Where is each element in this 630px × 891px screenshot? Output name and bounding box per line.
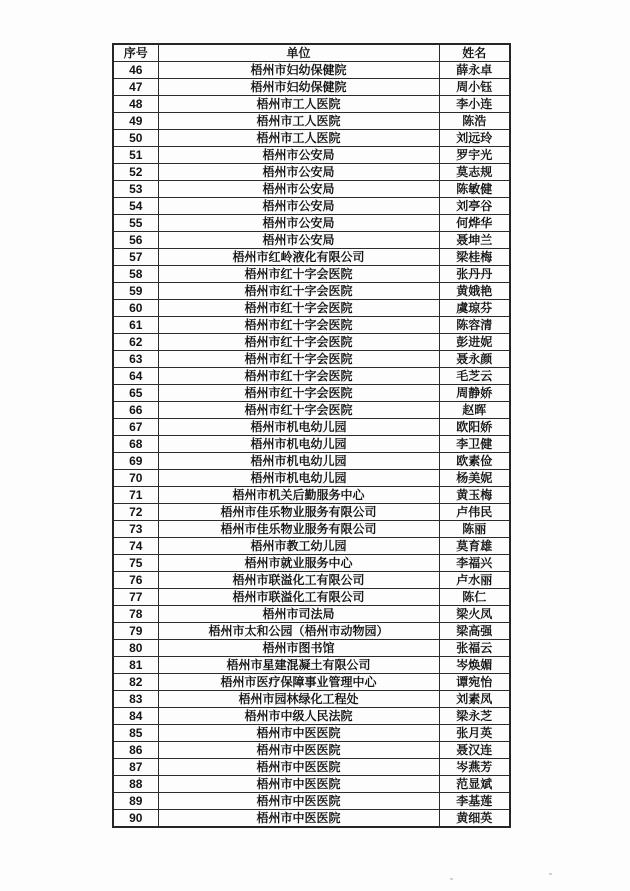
cell-unit: 梧州市红十字会医院 <box>158 368 439 385</box>
table-row <box>113 385 510 402</box>
cell-no: 75 <box>113 555 158 572</box>
cell-name: 陈容清 <box>439 317 510 334</box>
cell-name: 欧阳娇 <box>439 419 510 436</box>
table-row <box>113 215 510 232</box>
cell-no: 62 <box>113 334 158 351</box>
cell-unit: 梧州市公安局 <box>158 164 439 181</box>
cell-unit: 梧州市公安局 <box>158 232 439 249</box>
cell-no: 76 <box>113 572 158 589</box>
cell-name: 梁火凤 <box>439 606 510 623</box>
table-row <box>113 79 510 96</box>
cell-unit: 梧州市红十字会医院 <box>158 266 439 283</box>
table-row <box>113 776 510 793</box>
table-row <box>113 96 510 113</box>
cell-unit: 梧州市图书馆 <box>158 640 439 657</box>
table-row <box>113 521 510 538</box>
column-header-index: 序号 <box>113 44 158 62</box>
table-row <box>113 555 510 572</box>
column-header-unit: 单位 <box>158 44 439 62</box>
cell-unit: 梧州市佳乐物业服务有限公司 <box>158 504 439 521</box>
cell-no: 56 <box>113 232 158 249</box>
cell-no: 48 <box>113 96 158 113</box>
cell-unit: 梧州市红岭液化有限公司 <box>158 249 439 266</box>
cell-unit: 梧州市工人医院 <box>158 96 439 113</box>
table-row <box>113 640 510 657</box>
cell-unit: 梧州市机电幼儿园 <box>158 453 439 470</box>
cell-unit: 梧州市红十字会医院 <box>158 317 439 334</box>
table-row <box>113 368 510 385</box>
cell-name: 岑燕芳 <box>439 759 510 776</box>
cell-name: 李基莲 <box>439 793 510 810</box>
table-row <box>113 334 510 351</box>
table-row <box>113 198 510 215</box>
cell-name: 黄细英 <box>439 810 510 828</box>
cell-name: 何烨华 <box>439 215 510 232</box>
cell-unit: 梧州市中医医院 <box>158 759 439 776</box>
cell-unit: 梧州市妇幼保健院 <box>158 62 439 79</box>
table-row <box>113 487 510 504</box>
cell-name: 李小连 <box>439 96 510 113</box>
table-row <box>113 589 510 606</box>
cell-no: 82 <box>113 674 158 691</box>
cell-no: 78 <box>113 606 158 623</box>
cell-name: 杨美妮 <box>439 470 510 487</box>
cell-name: 卢伟民 <box>439 504 510 521</box>
cell-no: 84 <box>113 708 158 725</box>
table-row <box>113 810 510 828</box>
cell-unit: 梧州市公安局 <box>158 198 439 215</box>
cell-name: 莫志规 <box>439 164 510 181</box>
cell-no: 88 <box>113 776 158 793</box>
table-row <box>113 453 510 470</box>
cell-name: 聂坤兰 <box>439 232 510 249</box>
table-row <box>113 742 510 759</box>
cell-no: 86 <box>113 742 158 759</box>
cell-no: 61 <box>113 317 158 334</box>
cell-name: 陈浩 <box>439 113 510 130</box>
cell-name: 虞琼芬 <box>439 300 510 317</box>
table-row <box>113 266 510 283</box>
cell-name: 刘亭谷 <box>439 198 510 215</box>
cell-no: 57 <box>113 249 158 266</box>
cell-unit: 梧州市星建混凝土有限公司 <box>158 657 439 674</box>
cell-no: 80 <box>113 640 158 657</box>
cell-unit: 梧州市红十字会医院 <box>158 385 439 402</box>
cell-unit: 梧州市司法局 <box>158 606 439 623</box>
cell-unit: 梧州市红十字会医院 <box>158 283 439 300</box>
cell-no: 72 <box>113 504 158 521</box>
table-row <box>113 708 510 725</box>
roster-table <box>112 43 511 828</box>
table-row <box>113 147 510 164</box>
cell-name: 黄玉梅 <box>439 487 510 504</box>
cell-no: 83 <box>113 691 158 708</box>
cell-unit: 梧州市教工幼儿园 <box>158 538 439 555</box>
header-row <box>113 44 510 62</box>
cell-no: 67 <box>113 419 158 436</box>
cell-no: 73 <box>113 521 158 538</box>
cell-unit: 梧州市机关后勤服务中心 <box>158 487 439 504</box>
cell-name: 刘素凤 <box>439 691 510 708</box>
cell-no: 71 <box>113 487 158 504</box>
cell-unit: 梧州市中医医院 <box>158 810 439 828</box>
table-row <box>113 436 510 453</box>
table-row <box>113 181 510 198</box>
cell-unit: 梧州市公安局 <box>158 215 439 232</box>
table-row <box>113 283 510 300</box>
cell-unit: 梧州市联溢化工有限公司 <box>158 572 439 589</box>
cell-unit: 梧州市中医医院 <box>158 793 439 810</box>
cell-name: 莫育雄 <box>439 538 510 555</box>
cell-no: 53 <box>113 181 158 198</box>
table-row <box>113 674 510 691</box>
table-row <box>113 113 510 130</box>
cell-no: 89 <box>113 793 158 810</box>
cell-name: 张丹丹 <box>439 266 510 283</box>
cell-name: 周静娇 <box>439 385 510 402</box>
table-row <box>113 606 510 623</box>
cell-unit: 梧州市中级人民法院 <box>158 708 439 725</box>
cell-unit: 梧州市联溢化工有限公司 <box>158 589 439 606</box>
cell-unit: 梧州市红十字会医院 <box>158 402 439 419</box>
cell-unit: 梧州市红十字会医院 <box>158 351 439 368</box>
cell-no: 85 <box>113 725 158 742</box>
cell-name: 欧素俭 <box>439 453 510 470</box>
cell-no: 66 <box>113 402 158 419</box>
cell-name: 张福云 <box>439 640 510 657</box>
cell-no: 68 <box>113 436 158 453</box>
table-row <box>113 623 510 640</box>
table-row <box>113 538 510 555</box>
cell-name: 赵晖 <box>439 402 510 419</box>
cell-no: 54 <box>113 198 158 215</box>
table-row <box>113 62 510 79</box>
table-row <box>113 793 510 810</box>
cell-unit: 梧州市中医医院 <box>158 725 439 742</box>
cell-name: 谭宛怡 <box>439 674 510 691</box>
scan-speck <box>450 878 453 880</box>
cell-name: 梁桂梅 <box>439 249 510 266</box>
cell-name: 聂永颜 <box>439 351 510 368</box>
cell-no: 65 <box>113 385 158 402</box>
cell-name: 李福兴 <box>439 555 510 572</box>
cell-name: 卢水丽 <box>439 572 510 589</box>
cell-unit: 梧州市公安局 <box>158 147 439 164</box>
table-row <box>113 300 510 317</box>
cell-name: 聂汉连 <box>439 742 510 759</box>
cell-unit: 梧州市妇幼保健院 <box>158 79 439 96</box>
cell-unit: 梧州市红十字会医院 <box>158 334 439 351</box>
cell-unit: 梧州市佳乐物业服务有限公司 <box>158 521 439 538</box>
cell-no: 87 <box>113 759 158 776</box>
table-row <box>113 232 510 249</box>
scan-speck <box>549 873 552 875</box>
cell-no: 58 <box>113 266 158 283</box>
cell-unit: 梧州市工人医院 <box>158 113 439 130</box>
cell-unit: 梧州市就业服务中心 <box>158 555 439 572</box>
table-row <box>113 130 510 147</box>
cell-unit: 梧州市太和公园（梧州市动物园） <box>158 623 439 640</box>
table-row <box>113 572 510 589</box>
cell-no: 63 <box>113 351 158 368</box>
cell-name: 薛永卓 <box>439 62 510 79</box>
table-row <box>113 164 510 181</box>
cell-no: 52 <box>113 164 158 181</box>
cell-name: 毛芝云 <box>439 368 510 385</box>
column-header-name: 姓名 <box>439 44 510 62</box>
cell-name: 范显斌 <box>439 776 510 793</box>
cell-name: 李卫健 <box>439 436 510 453</box>
table-row <box>113 759 510 776</box>
table-row <box>113 691 510 708</box>
cell-name: 刘远玲 <box>439 130 510 147</box>
cell-name: 黄娥艳 <box>439 283 510 300</box>
table-body <box>113 62 510 828</box>
cell-name: 陈敏健 <box>439 181 510 198</box>
table-row <box>113 725 510 742</box>
table-row <box>113 470 510 487</box>
cell-unit: 梧州市红十字会医院 <box>158 300 439 317</box>
cell-no: 49 <box>113 113 158 130</box>
cell-unit: 梧州市中医医院 <box>158 776 439 793</box>
cell-no: 77 <box>113 589 158 606</box>
cell-name: 梁永芝 <box>439 708 510 725</box>
cell-no: 74 <box>113 538 158 555</box>
cell-no: 47 <box>113 79 158 96</box>
cell-name: 张月英 <box>439 725 510 742</box>
cell-unit: 梧州市医疗保障事业管理中心 <box>158 674 439 691</box>
cell-name: 彭进妮 <box>439 334 510 351</box>
table-row <box>113 504 510 521</box>
table-row <box>113 317 510 334</box>
cell-name: 岑焕媚 <box>439 657 510 674</box>
table-row <box>113 657 510 674</box>
cell-unit: 梧州市园林绿化工程处 <box>158 691 439 708</box>
cell-no: 69 <box>113 453 158 470</box>
table-row <box>113 402 510 419</box>
cell-unit: 梧州市中医医院 <box>158 742 439 759</box>
cell-no: 50 <box>113 130 158 147</box>
cell-no: 64 <box>113 368 158 385</box>
cell-unit: 梧州市机电幼儿园 <box>158 419 439 436</box>
cell-no: 60 <box>113 300 158 317</box>
cell-name: 陈丽 <box>439 521 510 538</box>
cell-name: 周小钰 <box>439 79 510 96</box>
cell-no: 59 <box>113 283 158 300</box>
cell-unit: 梧州市机电幼儿园 <box>158 436 439 453</box>
cell-no: 70 <box>113 470 158 487</box>
cell-name: 罗宇光 <box>439 147 510 164</box>
cell-unit: 梧州市机电幼儿园 <box>158 470 439 487</box>
cell-no: 46 <box>113 62 158 79</box>
cell-no: 90 <box>113 810 158 828</box>
table-row <box>113 351 510 368</box>
table-row <box>113 249 510 266</box>
cell-no: 51 <box>113 147 158 164</box>
cell-no: 79 <box>113 623 158 640</box>
table-row <box>113 419 510 436</box>
cell-name: 陈仁 <box>439 589 510 606</box>
cell-name: 梁高强 <box>439 623 510 640</box>
cell-no: 81 <box>113 657 158 674</box>
cell-unit: 梧州市公安局 <box>158 181 439 198</box>
cell-no: 55 <box>113 215 158 232</box>
table-header <box>113 44 510 62</box>
cell-unit: 梧州市工人医院 <box>158 130 439 147</box>
